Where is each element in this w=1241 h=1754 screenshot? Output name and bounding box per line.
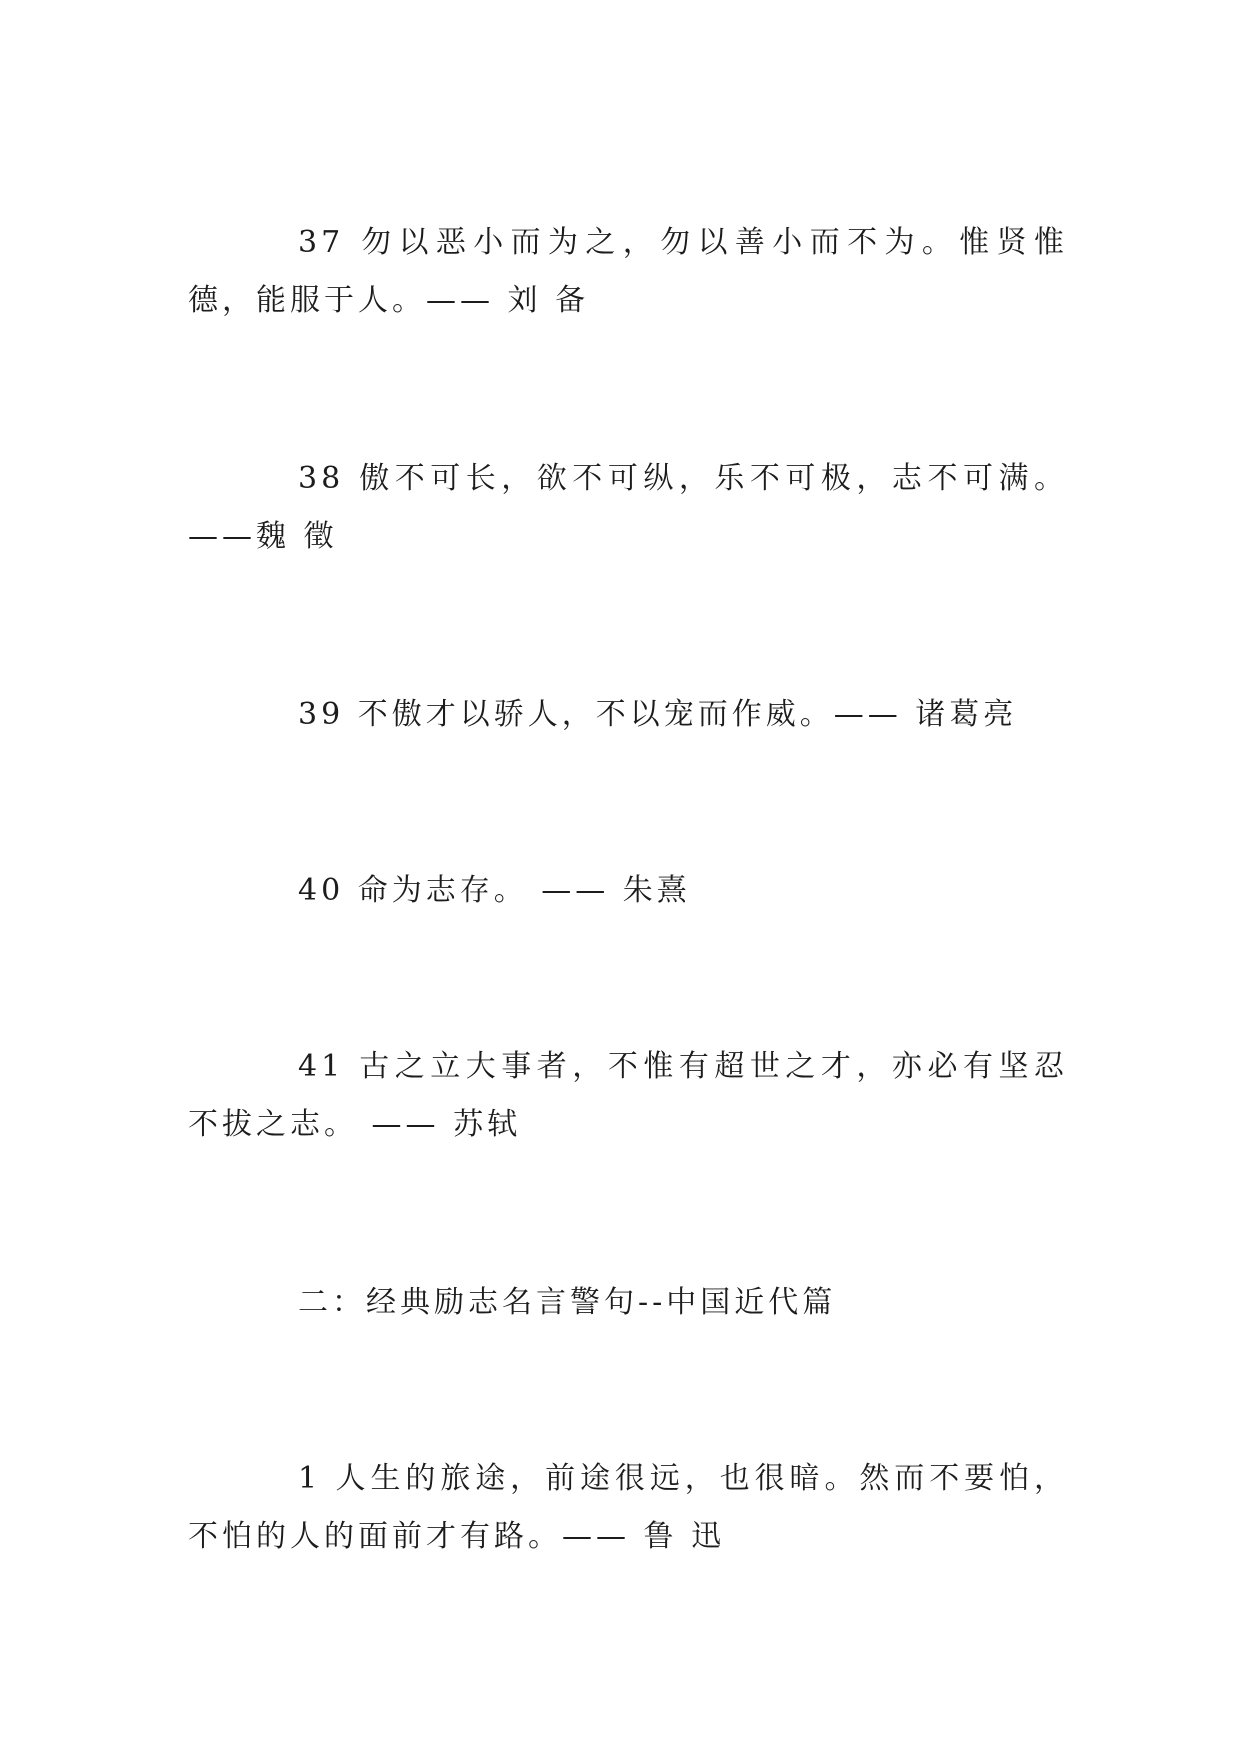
quote-paragraph-1: 1 人生的旅途，前途很远，也很暗。然而不要怕，不怕的人的面前才有路。—— 鲁 迅: [188, 1461, 1068, 1554]
quote-paragraph-38: 38 傲不可长，欲不可纵，乐不可极，志不可满。——魏 徵: [188, 461, 1068, 554]
quote-paragraph-41: 41 古之立大事者，不惟有超世之才，亦必有坚忍不拔之志。 —— 苏轼: [188, 1049, 1068, 1142]
quote-paragraph-39: 39 不傲才以骄人，不以宠而作威。—— 诸葛亮: [298, 697, 1018, 732]
section-heading: 二：经典励志名言警句--中国近代篇: [298, 1285, 837, 1320]
quote-paragraph-40: 40 命为志存。 —— 朱熹: [298, 873, 691, 908]
quote-paragraph-37: 37 勿以恶小而为之，勿以善小而不为。惟贤惟德，能服于人。—— 刘 备: [188, 225, 1068, 318]
